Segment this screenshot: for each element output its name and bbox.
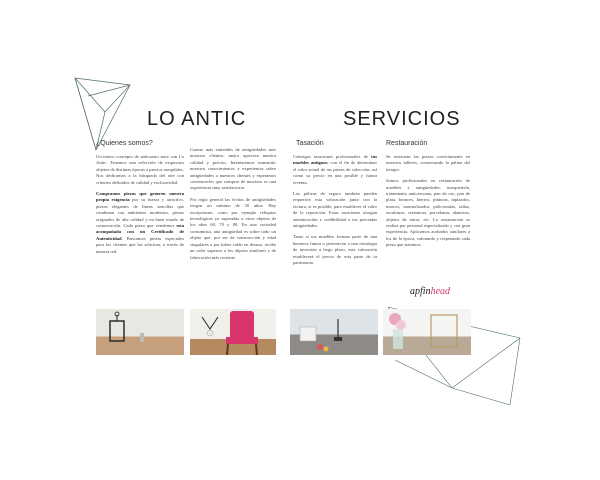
lo-antic-title: LO ANTIC [147,108,247,130]
about-buy-bold: Compramos piezas que generen nuestra propia exigencia [96,191,184,203]
quienes-somos-heading: ¿Quienes somos? [96,140,153,147]
pink-chair-photo [190,309,276,355]
about-buy-end: . Buscamos piezas especiales para los clientes que las solicitan, a través de nuestra red. [96,235,184,254]
about-intro-paragraph: Un nuevo concepto de anticuario nace con Lo Antic. Tenemos una selección de exquisitos objetos de distintas épocas a precios asequibles. Nos dedicamos a la búsqueda del arte con criterios definidos de calidad y exclusividad. [96,154,184,185]
about-rules-paragraph: Por regla general las fechas de antigüedades exigen un mínimo de 50 años. Hay excepciones, como por ejemplo reliquias tecnológicas ya superadas u otros objetos de los años 60, 70 y 80. En una sociedad consumista, una antigüedad es sobre todo un objeto que, por ser de construcción y edad singulares o por haber caído en desuso, recibe un valor superior a los objetos similares y de fabricación más reciente. [190,196,276,260]
flowers-icon [383,309,471,355]
apfinhead-logo [410,281,450,299]
tasacion-heading: Tasación [296,140,324,147]
flowers-photo [383,309,471,355]
chair-icon [190,309,276,355]
about-certificate-bold: esta acompañada con un Certificado de Autenticidad [96,223,184,241]
restauracion-heading: Restauración [386,140,428,147]
lantern-photo [96,309,184,355]
lantern-icon [96,309,184,355]
table-objects-photo [290,309,378,355]
logo-part-1: apfin [410,286,431,297]
tasacion-intro-end: , con el fin de determinar el valor actual de tus piezas de colección, así como su precio en una posible y futura reventa. [293,160,377,185]
about-buy-text: por su fuerza y atractivo, piezas elegantes de líneas sencillas que combinan con ambientes modernos, piezas originales de alta calidad y en buen estado de conservación. Cada pieza que vendemos [96,197,184,229]
tasacion-insurance-paragraph: Las pólizas de seguro también pueden requerirte esta valoración junto con la factura, si es posible, para establecer el valor de la reposición. Estas tasaciones otorgan autenticación y credibilidad a tus preciadas antigüedades. [293,191,377,229]
still-life-icon [290,309,378,355]
logo-part-2: head [430,286,451,297]
tasacion-intro-text: Centrigas tasaciones profesionales de [293,154,372,159]
servicios-title: SERVICIOS [343,108,461,130]
tasacion-heritage-paragraph: Tanto si tus muebles forman parte de una herencia futura o pertenecen a una estrategia de inversión a largo plazo, esta valoración establecerá el precio de esta parte de tu patrimonio. [293,234,377,266]
restauracion-intro-paragraph: Se restauran las piezas correctamente en nuestros talleres, conservando la pátina del tiempo. [386,154,470,172]
about-buy-paragraph [96,191,184,255]
about-knowledge-paragraph: Cuanto más entiendes de antigüedades más nuestros clientes, mejor aprecian nuestra calidad y precios. Intentaremos transmitir nuestros conocimientos y experiencia sobre antigüedades a nuestros clientes y esperamos convencerles que comprar de nosotros es una experiencia muy satisfactoria. [190,147,276,191]
restauracion-services-paragraph: Somos profesionales en restauración de muebles y antigüedades, marquetería, tratamiento anticarcoma, pan de oro, pan de plata, bronces, hierros, pinturas, tapizados, marcos, marmolizados, policromías, tallas, esculturas, cerámicas, porcelanas, abanicos, objetos de nácar, etc. La restauración se realiza por personal especializado y con gran experiencia. Aplicamos acabados similares a los de la época, valorando y respetando cada pieza que tratamos. [386,178,470,248]
tasacion-bold: tus muebles antiguos [293,154,377,166]
tasacion-column [293,154,377,272]
about-column-2 [190,147,276,266]
restauracion-column [386,154,470,254]
tasacion-intro-paragraph [293,154,377,186]
about-column-1 [96,154,184,260]
